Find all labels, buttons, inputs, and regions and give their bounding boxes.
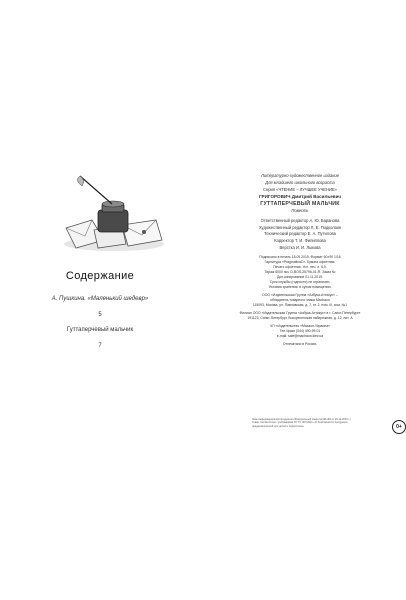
toc-entry-page: 7 <box>98 343 102 349</box>
series-line: Серия «ЧТЕНИЕ – ЛУЧШЕЕ УЧЕНИЕ» <box>263 186 337 192</box>
toc-title: Содержание <box>65 270 135 282</box>
publisher-line: Тел./факс (044) 490-99-01 <box>279 328 321 333</box>
publisher-line: 191123, Санкт-Петербург, Воскресенская набережная, д. 12, лит. А <box>247 315 353 320</box>
audience-line: Для младшего школьного возраста <box>265 179 335 185</box>
publisher-line: 115093, Москва, ул. Павловская, д. 7, эт. 2, пом. III, ком. №1 <box>252 302 348 307</box>
credit-line: Верстка И. И. Лыкова <box>279 244 321 250</box>
print-info-line: Подписано в печать 18.09.2019. Формат 60×90 1/16 <box>259 254 341 259</box>
publisher-line: e-mail: sale@machaon.kiev.ua <box>276 333 324 338</box>
author-name: ГРИГОРОВИЧ Дмитрий Васильевич <box>258 194 342 200</box>
print-info-line: Печать офсетная. Усл. печ. л. 6,0. <box>273 264 327 269</box>
footer-line: Товар соответствует требованиям ТР ТС 007/2011 «О безопасности продукции, <box>252 421 349 425</box>
print-info-line: Гарнитура «PragmaticaC». Бумага офсетная. <box>264 259 336 264</box>
printed-in-line: Отпечатано в России. <box>282 341 318 346</box>
left-page <box>0 0 200 600</box>
print-info-line: Условия хранения: в сухом помещении. <box>268 284 332 289</box>
inkwell-and-letters-illustration <box>52 170 172 260</box>
print-info-line: Доп.копирование 01.11.2019. <box>277 274 323 279</box>
genre-line: Литературно-художественное издание <box>261 173 339 178</box>
toc-entry <box>0 296 200 318</box>
book-title: ГУТТАПЕРЧЕВЫЙ МАЛЬЧИК <box>260 201 340 208</box>
toc-entry-page: 5 <box>98 312 102 318</box>
credit-line: Технический редактор Е. А. Путилова <box>264 231 336 237</box>
right-page <box>200 0 400 600</box>
credit-line: Художественный редактор Л. Е. Подколзин <box>258 224 342 230</box>
toc-entry-title: А. Пушкина. «Маленький шедевр» <box>51 296 149 302</box>
publisher-line: ООО «Издательская Группа «Азбука-Аттикус» – <box>262 292 338 297</box>
publisher-line: Филиал ООО «Издательская Группа «Азбука-Аттикус» в г. Санкт-Петербурге <box>239 310 361 315</box>
publisher-line: ЧП «Издательство «Махаон-Украина» <box>270 323 330 328</box>
imprint-block <box>210 173 390 347</box>
footer-line: Знак информационной продукции (Федеральный закон №436-ФЗ от 29.12.2010 г.) <box>252 418 351 421</box>
toc-entry-title: Гуттаперчевый мальчик <box>66 327 134 333</box>
credit-line: Корректор Т. И. Филиппова <box>274 238 326 244</box>
footer-line: предназначенной для детей и подростков» <box>252 424 304 428</box>
certification-footer <box>252 418 392 428</box>
credit-line: Ответственный редактор А. Ю. Баранова <box>260 217 340 223</box>
age-rating-badge: 0+ <box>392 420 406 434</box>
print-info-line: Срок службы (годности) не ограничен. <box>269 279 331 284</box>
print-info-line: Тираж 6000 экз. D-BOS-25796-01-R. Заказ № <box>264 269 336 274</box>
publisher-line: обладатель товарного знака Machaon <box>270 297 330 302</box>
toc-entry <box>0 327 200 349</box>
book-subtitle: Повесть <box>291 207 309 213</box>
